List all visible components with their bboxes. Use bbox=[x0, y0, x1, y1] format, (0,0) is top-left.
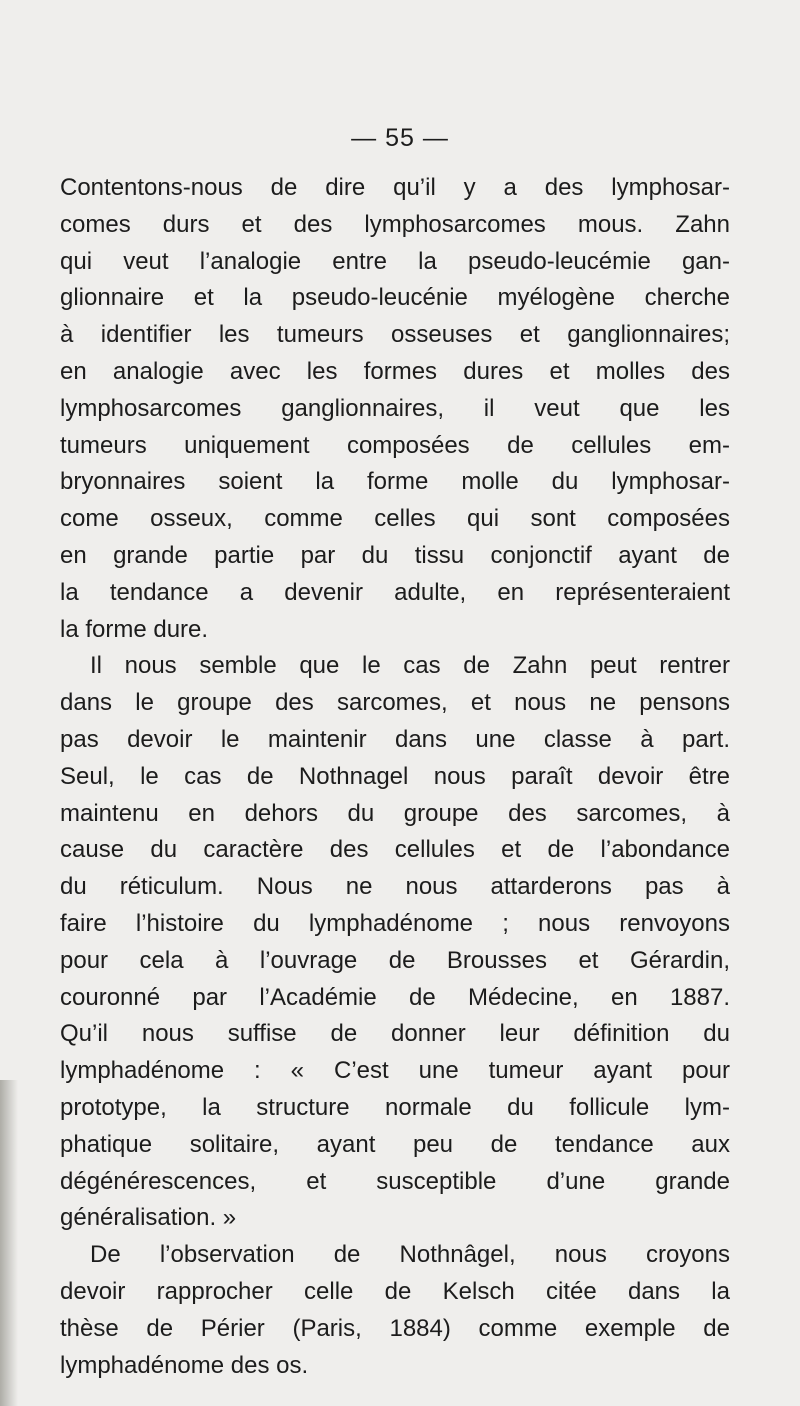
text-line: lymphosarcomes ganglionnaires, il veut que les bbox=[60, 394, 730, 422]
text-line: qui veut l’analogie entre la pseudo-leucémie gan- bbox=[60, 247, 730, 275]
text-line: glionnaire et la pseudo-leucénie myélogène cherche bbox=[60, 284, 730, 312]
page-number: — 55 — bbox=[351, 124, 449, 152]
text-line: Qu’il nous suffise de donner leur définition du bbox=[60, 1020, 730, 1048]
text-line: De l’observation de Nothnâgel, nous croyons bbox=[90, 1241, 730, 1269]
text-line: pour cela à l’ouvrage de Brousses et Gérardin, bbox=[60, 946, 730, 974]
text-line: faire l’histoire du lymphadénome ; nous renvoyons bbox=[60, 909, 730, 937]
text-line: thèse de Périer (Paris, 1884) comme exemple de bbox=[60, 1314, 730, 1342]
text-line: maintenu en dehors du groupe des sarcomes, à bbox=[60, 799, 730, 827]
text-line: lymphadénome : « C’est une tumeur ayant pour bbox=[60, 1057, 730, 1085]
text-line: la tendance a devenir adulte, en représenteraient bbox=[60, 578, 730, 606]
text-line: prototype, la structure normale du follicule lym- bbox=[60, 1093, 730, 1121]
text-line: Seul, le cas de Nothnagel nous paraît devoir être bbox=[60, 762, 730, 790]
text-line: lymphadénome des os. bbox=[60, 1351, 309, 1379]
text-line: tumeurs uniquement composées de cellules em- bbox=[60, 431, 730, 459]
text-line: Contentons-nous de dire qu’il y a des lymphosar- bbox=[60, 174, 730, 201]
text-line: en analogie avec les formes dures et molles des bbox=[60, 357, 730, 385]
text-line: en grande partie par du tissu conjonctif ayant de bbox=[60, 541, 730, 569]
text-line: couronné par l’Académie de Médecine, en 1887. bbox=[60, 983, 730, 1011]
page-edge-shadow bbox=[0, 1080, 18, 1406]
text-line: Il nous semble que le cas de Zahn peut rentrer bbox=[90, 652, 730, 680]
text-line: la forme dure. bbox=[60, 615, 209, 643]
text-line: phatique solitaire, ayant peu de tendance aux bbox=[60, 1130, 730, 1158]
text-line: généralisation. » bbox=[60, 1204, 237, 1232]
text-line: du réticulum. Nous ne nous attarderons pas à bbox=[60, 873, 730, 901]
text-line: devoir rapprocher celle de Kelsch citée dans la bbox=[60, 1277, 730, 1305]
body-text bbox=[60, 170, 730, 1384]
text-line: bryonnaires soient la forme molle du lymphosar- bbox=[60, 468, 730, 496]
text-line: dégénérescences, et susceptible d’une grande bbox=[60, 1167, 730, 1195]
text-line: pas devoir le maintenir dans une classe à part. bbox=[60, 725, 730, 753]
text-line: dans le groupe des sarcomes, et nous ne pensons bbox=[60, 689, 730, 717]
text-line: come osseux, comme celles qui sont composées bbox=[60, 505, 730, 533]
text-line: cause du caractère des cellules et de l’abondance bbox=[60, 836, 730, 864]
text-line: à identifier les tumeurs osseuses et ganglionnaires; bbox=[60, 321, 730, 349]
text-line: comes durs et des lymphosarcomes mous. Zahn bbox=[60, 210, 730, 238]
